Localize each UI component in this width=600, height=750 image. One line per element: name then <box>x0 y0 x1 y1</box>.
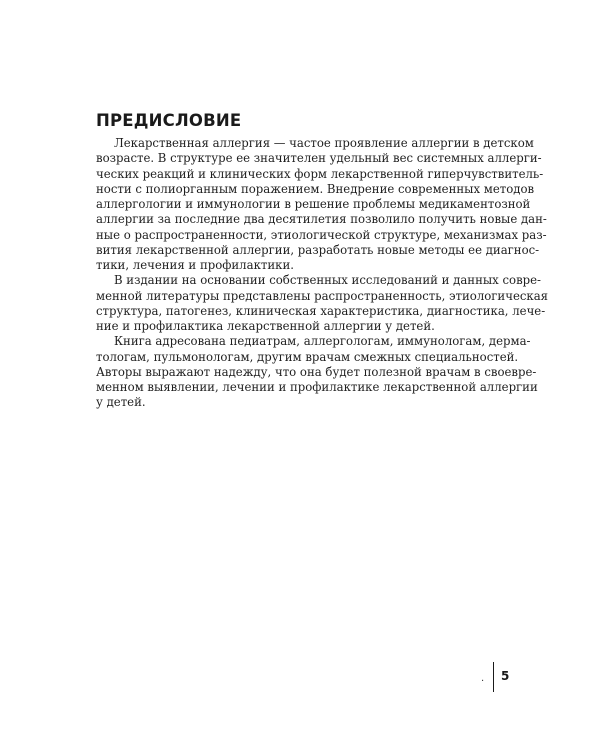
text-line: структура, патогенез, клиническая характеристика, диагностика, лече- <box>96 303 546 318</box>
paragraph <box>96 136 547 273</box>
text-line: у детей. <box>96 395 146 410</box>
text-line: Лекарственная аллергия — частое проявление аллергии в детском <box>114 136 534 150</box>
text-line: тологам, пульмонологам, другим врачам смежных специальностей. <box>96 349 519 364</box>
footer-divider <box>493 662 494 692</box>
text-line: аллергии за последние два десятилетия позволило получить новые дан- <box>96 212 547 227</box>
text-line: ности с полиорганным поражением. Внедрение современных методов <box>96 181 535 196</box>
footer-dot: . <box>481 673 485 684</box>
body-text <box>96 136 549 411</box>
paragraph <box>96 334 538 410</box>
text-line: Книга адресована педиатрам, аллергологам, иммунологам, дерма- <box>114 334 531 349</box>
page-footer <box>470 662 530 692</box>
text-line: менном выявлении, лечении и профилактике лекарственной аллергии <box>96 380 538 394</box>
text-line: возрасте. В структуре ее значителен удельный вес системных аллерги- <box>96 151 542 166</box>
text-line: ческих реакций и клинических форм лекарственной гиперчувствитель- <box>96 166 544 181</box>
text-line: тики, лечения и профилактики. <box>96 258 294 272</box>
page-number: 5 <box>501 669 510 683</box>
text-line: менной литературы представлены распространенность, этиологическая <box>96 288 549 303</box>
text-line: ние и профилактика лекарственной аллергии у детей. <box>96 319 435 333</box>
text-line: В издании на основании собственных исследований и данных совре- <box>114 273 541 288</box>
text-line: ные о распространенности, этиологической структуре, механизмах раз- <box>96 227 547 242</box>
page-title: ПРЕДИСЛОВИЕ <box>96 111 242 130</box>
text-line: вития лекарственной аллергии, разработать новые методы ее диагнос- <box>96 242 540 257</box>
text-line: аллергологии и иммунологии в решение проблемы медикаментозной <box>96 197 531 211</box>
text-line: Авторы выражают надежду, что она будет полезной врачам в своевре- <box>96 364 537 379</box>
paragraph <box>96 273 549 334</box>
